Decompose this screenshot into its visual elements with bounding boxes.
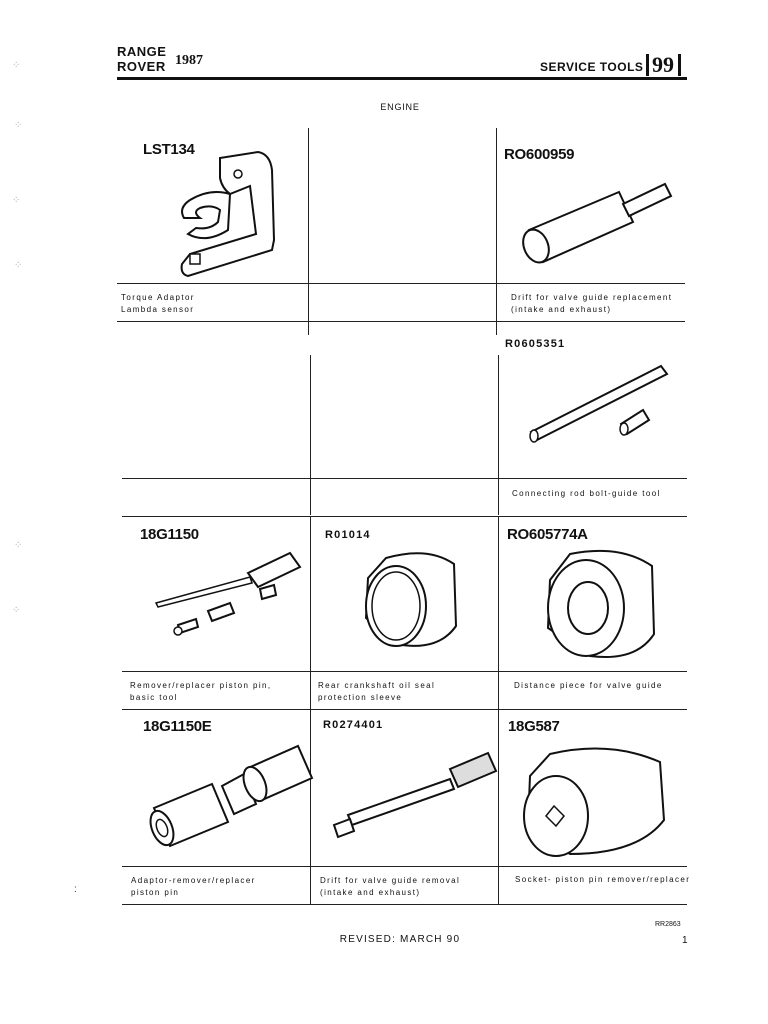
tool-description: Connecting rod bolt-guide tool [512,489,661,498]
figure-reference: RR2863 [655,921,681,928]
grid-line [122,904,687,905]
grid-line [308,128,309,283]
tool-description: Lambda sensor [121,305,195,314]
grid-line [122,671,687,672]
scan-artifact: ⁘ [12,60,21,71]
revised-date: REVISED: MARCH 90 [339,934,461,945]
grid-line [122,709,687,710]
scan-artifact: ⁘ [14,120,23,131]
tool-description: basic tool [130,693,178,702]
torque-adaptor-illustration [170,148,280,278]
part-number-r0274401: R0274401 [323,719,384,731]
grid-line [122,866,687,867]
part-number-ro600959: RO600959 [504,146,575,163]
section-title: SERVICE TOOLS [540,60,644,74]
section-bar-left [646,54,649,76]
brand-line-2: ROVER [117,59,166,74]
scan-artifact: ⁘ [12,605,21,616]
piston-pin-tool-illustration [150,545,310,645]
grid-line [496,128,497,283]
tool-description: Torque Adaptor [121,293,195,302]
page-number: 1 [682,935,688,946]
valve-guide-drift-illustration [330,745,500,845]
part-number-18g1150: 18G1150 [140,526,199,543]
part-number-r01014: R01014 [325,529,371,541]
scan-artifact: : [74,884,77,895]
drift-illustration [515,178,675,268]
tool-description: Adaptor-remover/replacer [131,876,256,885]
tool-description: Remover/replacer piston pin, [130,681,272,690]
scan-artifact: ⁘ [14,540,23,551]
part-number-lst134: LST134 [143,141,195,158]
grid-line [310,516,311,709]
grid-line [122,478,687,479]
grid-line [310,355,311,515]
tool-description: Distance piece for valve guide [514,681,663,690]
part-number-18g1150e: 18G1150E [143,718,212,735]
part-number-r0605351: R0605351 [505,338,566,350]
tool-description: Drift for valve guide replacement [511,293,673,302]
scan-artifact: ⁘ [14,260,23,271]
grid-line [498,355,499,515]
brand-line-1: RANGE [117,46,167,56]
socket-illustration [520,742,670,862]
part-number-ro605774a: RO605774A [507,526,588,543]
tool-description: Drift for valve guide removal [320,876,461,885]
tool-description: piston pin [131,888,180,897]
tool-description: protection sleeve [318,693,403,702]
section-bar-right [678,54,681,76]
header-year: 1987 [175,53,203,68]
grid-line [117,283,685,284]
scan-artifact: ⁘ [12,195,21,206]
grid-line [498,516,499,709]
bolt-guide-illustration [525,360,675,450]
section-number: 99 [652,52,674,77]
grid-line [122,516,687,517]
grid-line [117,321,685,322]
tool-description: (intake and exhaust) [511,305,612,314]
tool-description: Socket- piston pin remover/replacer [515,875,691,884]
tool-description: (intake and exhaust) [320,888,421,897]
part-number-18g587: 18G587 [508,718,560,735]
seal-sleeve-illustration [358,548,468,660]
grid-line [308,283,309,335]
adaptor-illustration [148,738,318,850]
category-title: ENGINE [380,102,420,112]
tool-description: Rear crankshaft oil seal [318,681,436,690]
distance-piece-illustration [540,546,660,668]
header-rule [117,77,687,80]
grid-line [496,283,497,335]
